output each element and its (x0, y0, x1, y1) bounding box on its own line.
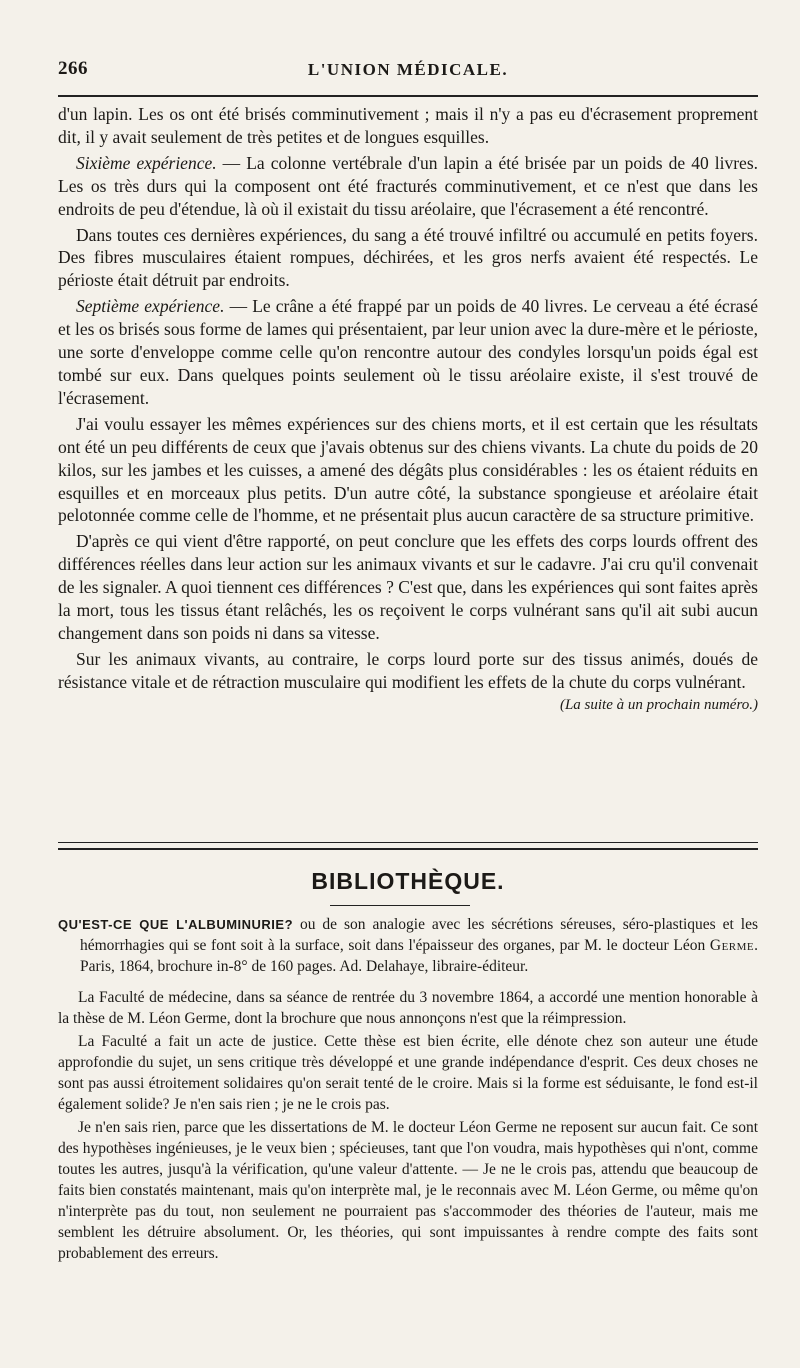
review-paragraph: La Faculté a fait un acte de justice. Cette thèse est bien écrite, elle dénote chez son auteur une étude approfondie du sujet, un sens critique très développé et une grande indépendance d'esprit. Ces deux choses ne sont pas aussi étroitement solidaires qu'on serait tenté de le croire. Mais si la forme est séduisante, le fond est-il également solide? Je n'en sais rien ; je ne le crois pas. (58, 1033, 758, 1113)
book-publication: . Paris, 1864, brochure in-8° de 160 pages. Ad. Delahaye, libraire-éditeur. (80, 937, 758, 975)
paragraph: D'après ce qui vient d'être rapporté, on peut conclure que les effets des corps lourds offrent des différences réelles dans leur action sur les animaux vivants et sur le cadavre. J'ai cru qu'il convenait de les signaler. A quoi tiennent ces différences ? C'est que, dans les expériences qui sont faites après la mort, tous les tissus étant relâchés, les os reçoivent le corps vulnérant sans qu'il ait subi aucun changement dans son poids ni dans sa vitesse. (58, 531, 758, 643)
paragraph: Dans toutes ces dernières expériences, du sang a été trouvé infiltré ou accumulé en petits foyers. Des fibres musculaires étaient rompues, déchirées, et les gros nerfs avaient été respectés. Le périoste était détruit par endroits. (58, 224, 758, 291)
paragraph-text: — La colonne vertébrale d'un lapin a été brisée par un poids de 40 livres. Les os très durs qui la composent ont été fracturés comminutivement, et ce n'est que dans les endroits de peu d'étendue, là où il existait du tissu aréolaire, que l'écrasement a été rencontré. (58, 152, 758, 219)
paragraph: J'ai voulu essayer les mêmes expériences sur des chiens morts, et il est certain que les résultats ont été un peu différents de ceux que j'avais obtenus sur des chiens vivants. La chute du poids de 20 kilos, sur les jambes et les cuisses, a amené des dégâts plus considérables : les os étaient réduits en esquilles et en morceaux plus petits. D'un autre côté, la substance spongieuse et aréolaire était pelotonnée comme celle de l'homme, et ne présentait plus aucun caractère de sa structure primitive. (58, 413, 758, 526)
book-description: ou de son analogie avec les sécrétions séreuses, séro-plastiques et les hémorrhagies qui se font soit à la surface, soit dans l'épaisseur des organes, par M. le docteur Léon (80, 916, 758, 954)
section-heading: BIBLIOTHÈQUE. (311, 868, 505, 894)
bibliotheque-section (58, 914, 758, 1264)
paragraph: d'un lapin. Les os ont été brisés comminutivement ; mais il n'y a pas eu d'écrasement proprement dit, il y avait seulement de très petites et de longues esquilles. (58, 104, 758, 147)
book-author: Germe (709, 937, 755, 954)
experiment-title: Sixième expérience. (76, 152, 217, 173)
book-entry (58, 914, 758, 977)
page-number: 266 (58, 58, 88, 79)
paragraph (58, 152, 758, 221)
article-body (58, 103, 758, 717)
continued-note: (La suite à un prochain numéro.) (559, 696, 758, 713)
page-header (58, 58, 758, 86)
running-head: L'UNION MÉDICALE. (307, 60, 509, 79)
review-paragraph: La Faculté de médecine, dans sa séance de rentrée du 3 novembre 1864, a accordé une mention honorable à la thèse de M. Léon Germe, dont la brochure que nous annonçons n'est que la réimpression. (58, 989, 758, 1027)
section-divider (58, 842, 758, 850)
experiment-title: Septième expérience. (76, 296, 225, 317)
review-paragraph: Je n'en sais rien, parce que les dissertations de M. le docteur Léon Germe ne reposent sur aucun fait. Ce sont des hypothèses ingénieuses, je le veux bien ; spécieuses, tant que l'on voudra, mais hypothèses qui n'ont, comme toutes les autres, jusqu'à la vérification, qu'une valeur d'attente. — Je ne le crois pas, attendu que beaucoup de faits bien constatés maintenant, mais qu'on interprète mal, je le reconnais avec M. Léon Germe, ou même qu'on n'interprète pas du tout, non seulement ne pourraient pas s'accommoder des théories de l'auteur, mais me semblent les détruire absolument. Or, les théories, qui sont impuissantes à rendre compte des faits sont probablement des erreurs. (58, 1119, 758, 1262)
paragraph: Sur les animaux vivants, au contraire, le corps lourd porte sur des tissus animés, doués de résistance vitale et de rétraction musculaire qui modifient les effets de la chute du corps vulnérant. (58, 648, 758, 692)
paragraph-text: — Le crâne a été frappé par un poids de 40 livres. Le cerveau a été écrasé et les os brisés sous forme de lames qui présentaient, par leur union avec la dure-mère et le périoste, une sorte d'enveloppe comme celle qu'on rencontre autour des condyles lorsqu'un poids égal est tombé sur eux. Dans quelques points seulement où le tissu aréolaire existe, il s'est trouvé de l'écrasement. (58, 296, 758, 408)
header-rule (58, 95, 758, 97)
paragraph (58, 295, 758, 410)
heading-underline (330, 905, 470, 906)
book-title: QU'EST-CE QUE L'ALBUMINURIE? (58, 917, 294, 932)
